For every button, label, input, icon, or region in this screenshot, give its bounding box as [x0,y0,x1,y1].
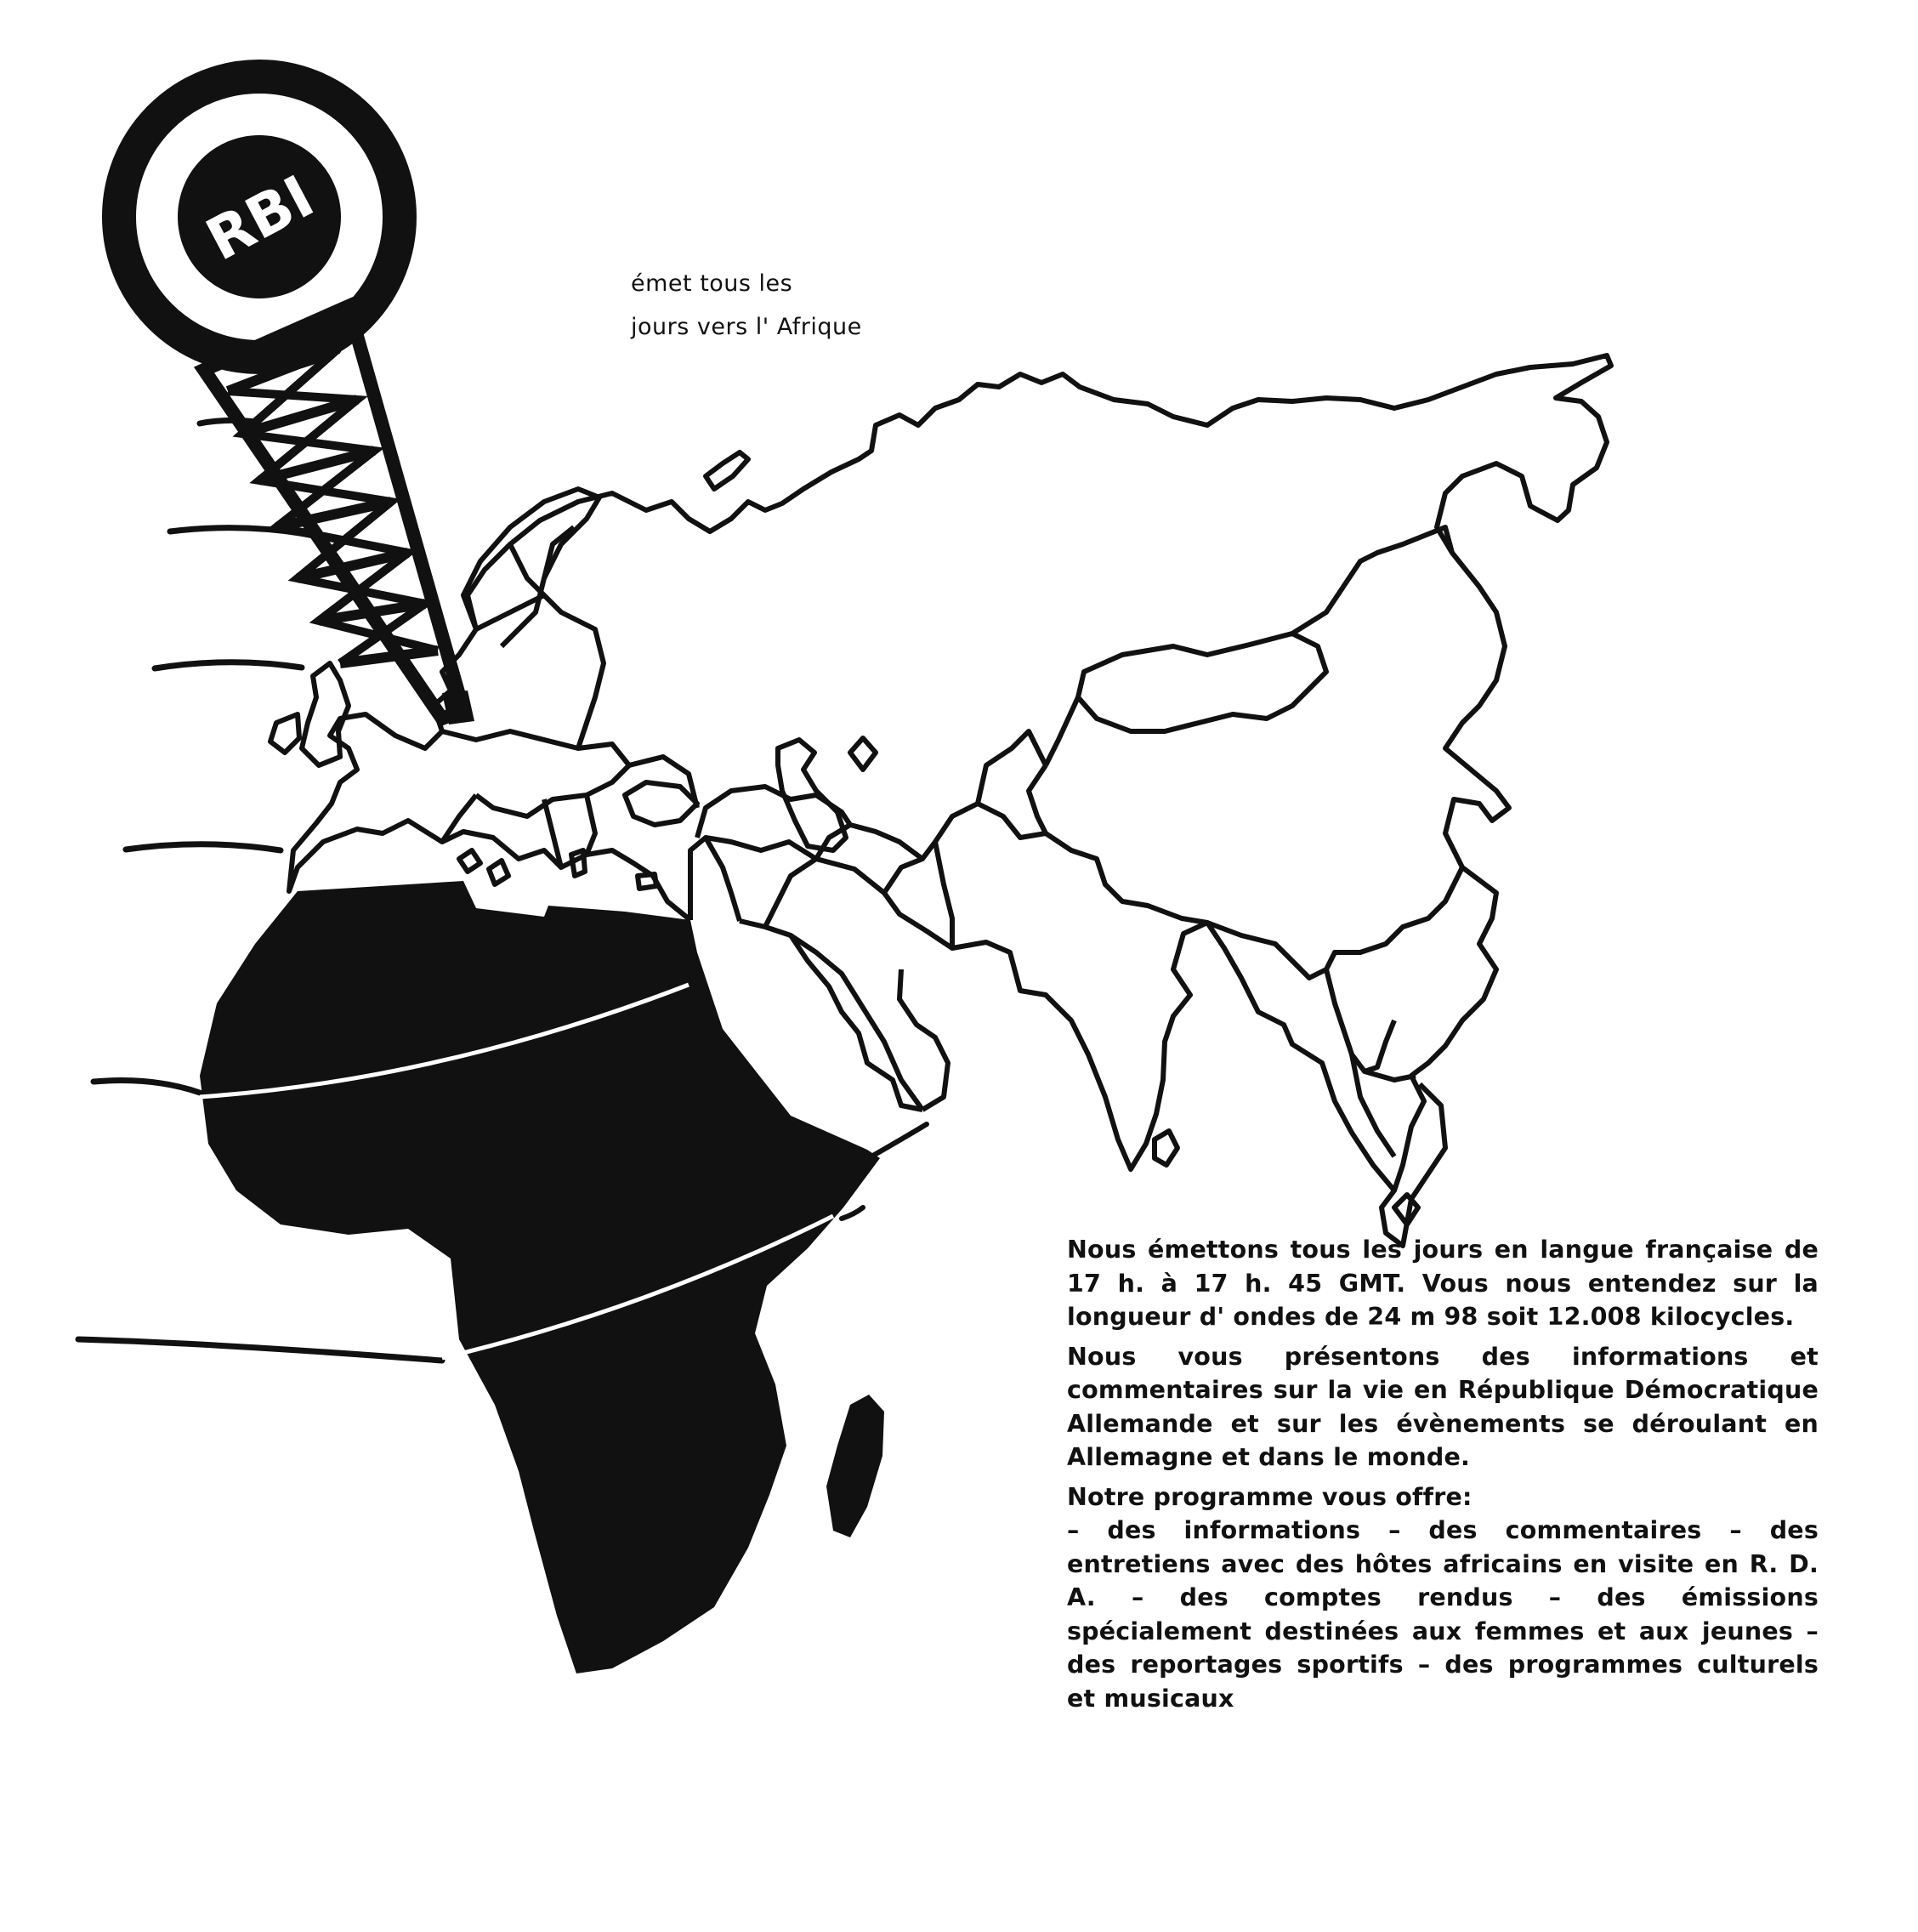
paragraph-content: Nous vous présentons des informations et commentaires sur la vie en République Démocratique Allemande et sur les évènements se déroulant en Allemagne et dans le monde. [1067,1342,1819,1471]
rbi-logo-icon [119,77,400,357]
paragraph-schedule: Nous émettons tous les jours en langue française de 17 h. à 17 h. 45 GMT. Vous nous entendez sur la longueur d' ondes de 24 m 98 soit 12.008 kilocycles. [1067,1236,1819,1331]
program-intro: Notre programme vous offre: [1067,1482,1473,1511]
africa-silhouette [200,881,880,1673]
tagline [631,262,862,349]
broadcast-info-text [1067,1233,1819,1721]
tagline-line-1: émet tous les [631,270,793,297]
tagline-line-2: jours vers l' Afrique [631,314,862,340]
program-list: – des informations – des commentaires – des entretiens avec des hôtes africains en visite en R. D. A. – des comptes rendus – des émissions spécialement destinées aux femmes et aux jeunes – des reportages sportifs – des programmes culturels et musicaux [1067,1516,1819,1713]
logo-text: RBI [196,162,325,275]
madagascar-silhouette [826,1395,884,1537]
